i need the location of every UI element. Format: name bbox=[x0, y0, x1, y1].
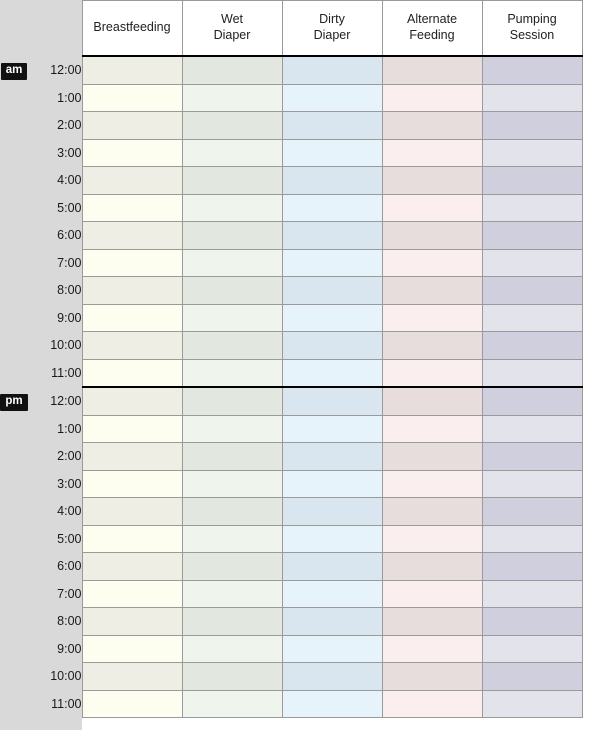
table-header bbox=[0, 1, 582, 57]
log-cell[interactable] bbox=[382, 84, 482, 112]
time-label: 1:00 bbox=[28, 415, 82, 443]
period-badge-cell bbox=[0, 332, 28, 360]
log-cell[interactable] bbox=[182, 498, 282, 526]
period-badge-cell bbox=[0, 167, 28, 195]
log-cell[interactable] bbox=[482, 635, 582, 663]
log-cell[interactable] bbox=[282, 580, 382, 608]
table-row bbox=[0, 112, 582, 140]
log-cell[interactable] bbox=[382, 525, 482, 553]
period-badge-cell bbox=[0, 84, 28, 112]
log-cell[interactable] bbox=[382, 249, 482, 277]
log-cell[interactable] bbox=[82, 415, 182, 443]
log-cell[interactable] bbox=[382, 332, 482, 360]
log-cell[interactable] bbox=[182, 470, 282, 498]
table-row bbox=[0, 332, 582, 360]
table-row bbox=[0, 84, 582, 112]
log-cell[interactable] bbox=[182, 56, 282, 84]
log-cell[interactable] bbox=[182, 139, 282, 167]
log-cell[interactable] bbox=[82, 635, 182, 663]
time-label: 9:00 bbox=[28, 635, 82, 663]
column-header-line: Feeding bbox=[409, 28, 455, 42]
log-cell[interactable] bbox=[382, 167, 482, 195]
period-badge-cell bbox=[0, 387, 28, 415]
log-cell[interactable] bbox=[382, 580, 482, 608]
log-cell[interactable] bbox=[382, 387, 482, 415]
column-header-alternate-feeding bbox=[382, 1, 482, 57]
period-badge-cell bbox=[0, 194, 28, 222]
log-cell[interactable] bbox=[482, 304, 582, 332]
log-cell[interactable] bbox=[482, 56, 582, 84]
log-cell[interactable] bbox=[182, 304, 282, 332]
log-cell[interactable] bbox=[182, 443, 282, 471]
log-cell[interactable] bbox=[382, 194, 482, 222]
log-cell[interactable] bbox=[282, 443, 382, 471]
log-cell[interactable] bbox=[82, 470, 182, 498]
log-cell[interactable] bbox=[182, 580, 282, 608]
log-cell[interactable] bbox=[182, 277, 282, 305]
log-cell[interactable] bbox=[282, 359, 382, 387]
period-badge-cell bbox=[0, 525, 28, 553]
log-cell[interactable] bbox=[82, 690, 182, 718]
time-label: 2:00 bbox=[28, 112, 82, 140]
time-label: 4:00 bbox=[28, 498, 82, 526]
period-badge: pm bbox=[0, 394, 27, 411]
table-row bbox=[0, 277, 582, 305]
period-badge-cell bbox=[0, 470, 28, 498]
time-label: 5:00 bbox=[28, 525, 82, 553]
log-cell[interactable] bbox=[482, 525, 582, 553]
period-badge: am bbox=[1, 63, 28, 80]
time-label: 8:00 bbox=[28, 608, 82, 636]
log-cell[interactable] bbox=[182, 84, 282, 112]
log-cell[interactable] bbox=[382, 635, 482, 663]
log-cell[interactable] bbox=[82, 443, 182, 471]
table-row bbox=[0, 387, 582, 415]
log-cell[interactable] bbox=[382, 498, 482, 526]
time-label: 10:00 bbox=[28, 332, 82, 360]
log-cell[interactable] bbox=[482, 194, 582, 222]
table-row bbox=[0, 635, 582, 663]
log-cell[interactable] bbox=[282, 387, 382, 415]
header-corner-spacer bbox=[0, 1, 28, 57]
log-cell[interactable] bbox=[282, 304, 382, 332]
log-cell[interactable] bbox=[482, 443, 582, 471]
time-label: 12:00 bbox=[28, 56, 82, 84]
log-cell[interactable] bbox=[482, 112, 582, 140]
log-cell[interactable] bbox=[82, 194, 182, 222]
log-cell[interactable] bbox=[482, 498, 582, 526]
table-row bbox=[0, 139, 582, 167]
period-badge-cell bbox=[0, 553, 28, 581]
table-row bbox=[0, 222, 582, 250]
table-row bbox=[0, 359, 582, 387]
time-label: 11:00 bbox=[28, 359, 82, 387]
log-cell[interactable] bbox=[282, 553, 382, 581]
log-cell[interactable] bbox=[182, 359, 282, 387]
log-cell[interactable] bbox=[182, 415, 282, 443]
time-label: 12:00 bbox=[28, 387, 82, 415]
table-row bbox=[0, 470, 582, 498]
log-cell[interactable] bbox=[482, 690, 582, 718]
table-row bbox=[0, 443, 582, 471]
log-cell[interactable] bbox=[482, 387, 582, 415]
log-cell[interactable] bbox=[482, 580, 582, 608]
log-cell[interactable] bbox=[182, 525, 282, 553]
table-row bbox=[0, 580, 582, 608]
log-cell[interactable] bbox=[182, 112, 282, 140]
log-cell[interactable] bbox=[382, 139, 482, 167]
log-cell[interactable] bbox=[482, 608, 582, 636]
log-cell[interactable] bbox=[82, 525, 182, 553]
column-header-line: Session bbox=[509, 28, 555, 42]
column-header-line: Pumping bbox=[507, 12, 557, 27]
time-label: 9:00 bbox=[28, 304, 82, 332]
column-header-pumping-session bbox=[482, 1, 582, 57]
period-badge-cell bbox=[0, 498, 28, 526]
table-body bbox=[0, 56, 582, 718]
time-label: 7:00 bbox=[28, 580, 82, 608]
period-badge-cell bbox=[0, 249, 28, 277]
log-cell[interactable] bbox=[282, 525, 382, 553]
log-cell[interactable] bbox=[82, 222, 182, 250]
log-cell[interactable] bbox=[282, 608, 382, 636]
log-cell[interactable] bbox=[82, 498, 182, 526]
log-cell[interactable] bbox=[182, 194, 282, 222]
log-cell[interactable] bbox=[282, 167, 382, 195]
time-label: 11:00 bbox=[28, 690, 82, 718]
log-cell[interactable] bbox=[282, 498, 382, 526]
table-row bbox=[0, 56, 582, 84]
time-label: 3:00 bbox=[28, 470, 82, 498]
log-cell[interactable] bbox=[82, 608, 182, 636]
log-cell[interactable] bbox=[382, 304, 482, 332]
log-cell[interactable] bbox=[482, 663, 582, 691]
log-cell[interactable] bbox=[382, 415, 482, 443]
period-badge-cell bbox=[0, 663, 28, 691]
log-cell[interactable] bbox=[282, 194, 382, 222]
log-cell[interactable] bbox=[482, 415, 582, 443]
column-header-line: Diaper bbox=[313, 28, 351, 42]
table-row bbox=[0, 304, 582, 332]
log-cell[interactable] bbox=[82, 580, 182, 608]
log-cell[interactable] bbox=[182, 690, 282, 718]
log-cell[interactable] bbox=[82, 387, 182, 415]
log-cell[interactable] bbox=[82, 167, 182, 195]
table-row bbox=[0, 498, 582, 526]
time-label: 10:00 bbox=[28, 663, 82, 691]
log-cell[interactable] bbox=[82, 139, 182, 167]
log-cell[interactable] bbox=[182, 635, 282, 663]
log-cell[interactable] bbox=[82, 553, 182, 581]
log-cell[interactable] bbox=[382, 56, 482, 84]
log-cell[interactable] bbox=[182, 222, 282, 250]
column-header-breastfeeding bbox=[82, 1, 182, 57]
log-cell[interactable] bbox=[82, 277, 182, 305]
time-label: 8:00 bbox=[28, 277, 82, 305]
log-cell[interactable] bbox=[382, 553, 482, 581]
log-cell[interactable] bbox=[482, 84, 582, 112]
column-header-line: Wet bbox=[221, 12, 243, 27]
time-label: 7:00 bbox=[28, 249, 82, 277]
period-badge-cell bbox=[0, 443, 28, 471]
log-cell[interactable] bbox=[282, 249, 382, 277]
time-label: 6:00 bbox=[28, 553, 82, 581]
table-row bbox=[0, 525, 582, 553]
log-cell[interactable] bbox=[82, 663, 182, 691]
log-cell[interactable] bbox=[482, 139, 582, 167]
log-cell[interactable] bbox=[482, 359, 582, 387]
log-cell[interactable] bbox=[282, 112, 382, 140]
table-row bbox=[0, 167, 582, 195]
log-cell[interactable] bbox=[182, 249, 282, 277]
table-row bbox=[0, 415, 582, 443]
log-cell[interactable] bbox=[282, 222, 382, 250]
header-row bbox=[0, 1, 582, 57]
log-cell[interactable] bbox=[282, 690, 382, 718]
period-badge-cell bbox=[0, 635, 28, 663]
period-badge-cell bbox=[0, 277, 28, 305]
log-cell[interactable] bbox=[282, 635, 382, 663]
time-label: 3:00 bbox=[28, 139, 82, 167]
column-header-dirty-diaper bbox=[282, 1, 382, 57]
table-row bbox=[0, 194, 582, 222]
log-cell[interactable] bbox=[182, 167, 282, 195]
column-header-line: Diaper bbox=[213, 28, 251, 42]
time-label: 5:00 bbox=[28, 194, 82, 222]
period-badge-cell bbox=[0, 690, 28, 718]
log-cell[interactable] bbox=[182, 553, 282, 581]
log-cell[interactable] bbox=[382, 443, 482, 471]
log-cell[interactable] bbox=[82, 56, 182, 84]
log-cell[interactable] bbox=[182, 387, 282, 415]
log-cell[interactable] bbox=[82, 332, 182, 360]
log-cell[interactable] bbox=[382, 222, 482, 250]
column-header-line: Dirty bbox=[319, 12, 345, 27]
log-cell[interactable] bbox=[482, 222, 582, 250]
log-cell[interactable] bbox=[382, 277, 482, 305]
log-cell[interactable] bbox=[282, 332, 382, 360]
log-cell[interactable] bbox=[482, 553, 582, 581]
table-row bbox=[0, 608, 582, 636]
log-cell[interactable] bbox=[282, 277, 382, 305]
column-header-line: Breastfeeding bbox=[93, 20, 171, 35]
period-badge-cell bbox=[0, 112, 28, 140]
table-row bbox=[0, 663, 582, 691]
time-label: 1:00 bbox=[28, 84, 82, 112]
log-cell[interactable] bbox=[182, 663, 282, 691]
log-cell[interactable] bbox=[482, 277, 582, 305]
log-cell[interactable] bbox=[282, 84, 382, 112]
period-badge-cell bbox=[0, 608, 28, 636]
log-cell[interactable] bbox=[482, 470, 582, 498]
log-cell[interactable] bbox=[82, 112, 182, 140]
log-cell[interactable] bbox=[382, 112, 482, 140]
log-cell[interactable] bbox=[82, 84, 182, 112]
log-cell[interactable] bbox=[82, 249, 182, 277]
column-header-wet-diaper bbox=[182, 1, 282, 57]
log-cell[interactable] bbox=[282, 139, 382, 167]
time-label: 2:00 bbox=[28, 443, 82, 471]
log-cell[interactable] bbox=[182, 608, 282, 636]
table-row bbox=[0, 690, 582, 718]
log-cell[interactable] bbox=[382, 608, 482, 636]
header-corner-spacer-time bbox=[28, 1, 82, 57]
log-cell[interactable] bbox=[482, 332, 582, 360]
log-cell[interactable] bbox=[382, 663, 482, 691]
period-badge-cell bbox=[0, 222, 28, 250]
log-cell[interactable] bbox=[82, 359, 182, 387]
log-cell[interactable] bbox=[282, 663, 382, 691]
log-cell[interactable] bbox=[382, 359, 482, 387]
log-cell[interactable] bbox=[482, 167, 582, 195]
log-cell[interactable] bbox=[82, 304, 182, 332]
log-cell[interactable] bbox=[382, 470, 482, 498]
period-badge-cell bbox=[0, 304, 28, 332]
period-badge-cell bbox=[0, 580, 28, 608]
log-cell[interactable] bbox=[282, 415, 382, 443]
log-cell[interactable] bbox=[282, 56, 382, 84]
log-cell[interactable] bbox=[382, 690, 482, 718]
period-badge-cell bbox=[0, 56, 28, 84]
table-row bbox=[0, 249, 582, 277]
table-row bbox=[0, 553, 582, 581]
time-label: 4:00 bbox=[28, 167, 82, 195]
period-badge-cell bbox=[0, 139, 28, 167]
column-header-line: Alternate bbox=[406, 12, 458, 27]
log-cell[interactable] bbox=[282, 470, 382, 498]
log-cell[interactable] bbox=[182, 332, 282, 360]
log-cell[interactable] bbox=[482, 249, 582, 277]
time-label: 6:00 bbox=[28, 222, 82, 250]
period-badge-cell bbox=[0, 415, 28, 443]
period-badge-cell bbox=[0, 359, 28, 387]
